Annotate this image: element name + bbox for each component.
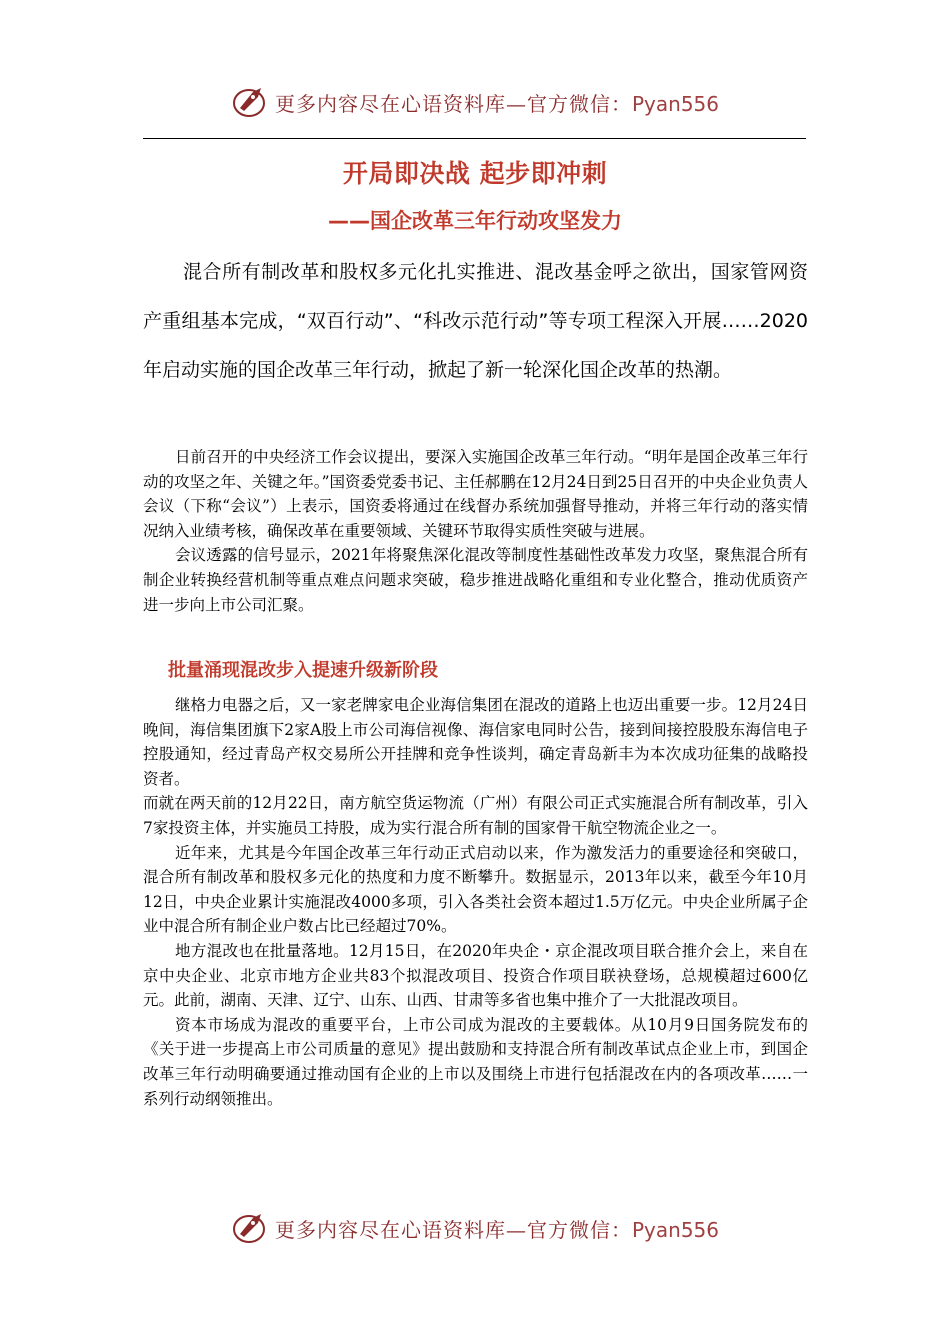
wechat-id: Pyan556 [631,91,719,116]
paragraph: 日前召开的中央经济工作会议提出，要深入实施国企改革三年行动。“明年是国企改革三年行动的攻坚之年、关键之年。”国资委党委书记、主任郝鹏在12月24日到25日召开的中央企业负责人会议（下称“会议”）上表示，国资委将通过在线督办系统加强督导推动，并将三年行动的落实情况纳入业绩考核，确保改革在重要领域、关键环节取得实质性突破与进展。 [143,448,808,540]
header-banner [0,82,950,122]
pen-nib-circle-icon [231,84,271,120]
header-divider [143,138,806,139]
banner-text: 更多内容尽在心语资料库—官方微信：Pyan556 [274,1217,719,1242]
article-title: 开局即决战 起步即冲刺 [342,159,608,188]
body-section-1 [143,445,808,617]
paragraph: 资本市场成为混改的重要平台，上市公司成为混改的主要载体。从10月9日国务院发布的《关于进一步提高上市公司质量的意见》提出鼓励和支持混合所有制改革试点企业上市，到国企改革三年行动明确要通过推动国有企业的上市以及围绕上市进行包括混改在内的各项改革……一系列行动纲领推出。 [143,1015,808,1108]
intro-paragraph: 混合所有制改革和股权多元化扎实推进、混改基金呼之欲出，国家管网资产重组基本完成，“双百行动”、“科改示范行动”等专项工程深入开展……2020年启动实施的国企改革三年行动，掀起了新一轮深化国企改革的热潮。 [143,261,808,381]
wechat-id: Pyan556 [631,1217,719,1242]
paragraph: 而就在两天前的12月22日，南方航空货运物流（广州）有限公司正式实施混合所有制改革，引入7家投资主体，并实施员工持股，成为实行混合所有制的国家骨干航空物流企业之一。 [143,794,808,837]
article-subtitle: ——国企改革三年行动攻坚发力 [328,209,622,233]
pen-nib-circle-icon [231,1210,271,1246]
body-section-2 [143,693,808,1111]
banner-text: 更多内容尽在心语资料库—官方微信：Pyan556 [274,91,719,116]
paragraph: 会议透露的信号显示，2021年将聚焦深化混改等制度性基础性改革发力攻坚，聚焦混合所有制企业转换经营机制等重点难点问题求突破，稳步推进战略化重组和专业化整合，推动优质资产进一步向上市公司汇聚。 [143,546,808,614]
paragraph: 地方混改也在批量落地。12月15日，在2020年央企・京企混改项目联合推介会上，来自在京中央企业、北京市地方企业共83个拟混改项目、投资合作项目联袂登场，总规模超过600亿元。此前，湖南、天津、辽宁、山东、山西、甘肃等多省也集中推介了一大批混改项目。 [143,941,808,1010]
section-heading: 批量涌现混改步入提速升级新阶段 [168,660,438,681]
paragraph: 继格力电器之后，又一家老牌家电企业海信集团在混改的道路上也迈出重要一步。12月24日晚间，海信集团旗下2家A股上市公司海信视像、海信家电同时公告，接到间接控股股东海信电子控股通知，经过青岛产权交易所公开挂牌和竞争性谈判，确定青岛新丰为本次成功征集的战略投资者。 [143,696,808,788]
footer-banner [0,1208,950,1248]
paragraph: 近年来，尤其是今年国企改革三年行动正式启动以来，作为激发活力的重要途径和突破口，混合所有制改革和股权多元化的热度和力度不断攀升。数据显示，2013年以来，截至今年10月12日，中央企业累计实施混改4000多项，引入各类社会资本超过1.5万亿元。中央企业所属子企业中混合所有制企业户数占比已经超过70%。 [143,843,808,936]
